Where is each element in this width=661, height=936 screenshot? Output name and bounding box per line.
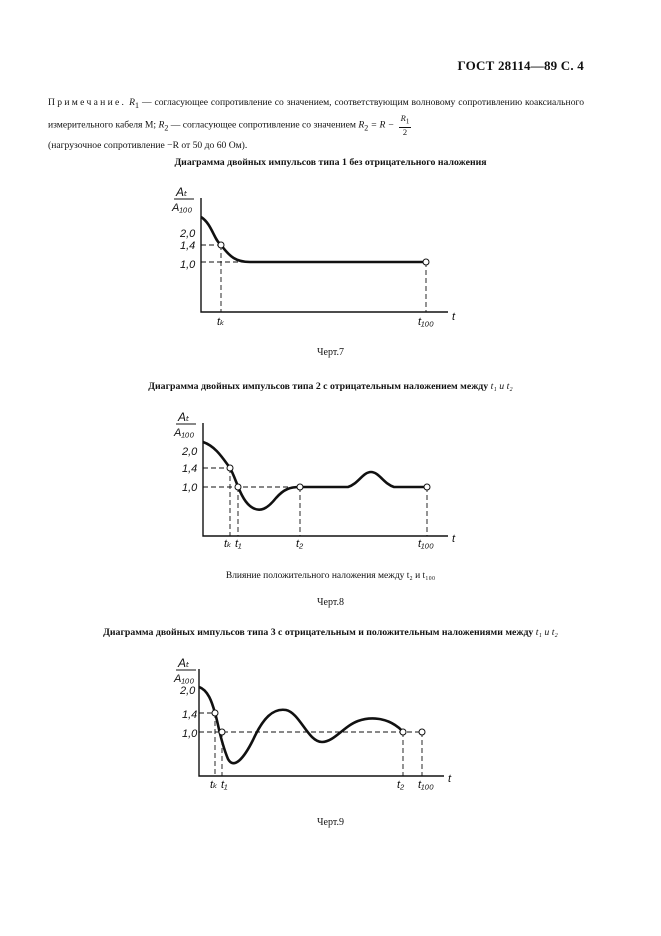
note-part2: — согласующее сопротивление со значением xyxy=(168,119,359,131)
d2-title-text: Диаграмма двойных импульсов типа 2 с отрицательным наложением между xyxy=(148,381,489,392)
d3-y-label-bottom: A₁₀₀ xyxy=(174,673,195,685)
d2-label-t1: t₁ xyxy=(235,538,242,550)
d3-title-t2: t₂ xyxy=(551,627,558,638)
d2-y-label-top: Aₜ xyxy=(178,410,190,424)
d3-label-t1: t₁ xyxy=(221,779,228,791)
d2-title-t1: t₁ xyxy=(490,381,497,392)
d3-title-t1: t₁ xyxy=(535,627,542,638)
note-label: Примечание. xyxy=(48,97,127,108)
d1-y-label-bottom: A₁₀₀ xyxy=(172,202,193,214)
diagram1-caption: Черт.7 xyxy=(317,347,344,358)
note-line3: (нагрузочное сопротивление −R от 50 до 60 Ом). xyxy=(48,139,248,151)
d1-y-label-top: Aₜ xyxy=(176,185,188,199)
d2-label-tk: tₖ xyxy=(224,538,232,550)
diagram2-caption: Черт.8 xyxy=(317,597,344,608)
d3-tick-14: 1,4 xyxy=(182,709,198,721)
d1-label-t100: t₁₀₀ xyxy=(418,316,434,328)
diagram1-title: Диаграмма двойных импульсов типа 1 без отрицательного наложения xyxy=(174,157,487,168)
d3-label-t: t xyxy=(448,773,452,785)
d2-label-t2: t₂ xyxy=(296,538,304,550)
d3-axes xyxy=(199,669,444,776)
d2-label-t: t xyxy=(452,533,456,545)
d3-label-t100: t₁₀₀ xyxy=(418,779,434,791)
r2-subscript: 2 xyxy=(164,123,169,133)
r1-subscript: 1 xyxy=(135,100,140,110)
d3-tick-20: 2,0 xyxy=(180,685,196,697)
r2-symbol: R xyxy=(158,119,165,131)
d3-curve xyxy=(199,687,403,763)
d3-label-t2: t₂ xyxy=(397,779,405,791)
d1-label-tk: tₖ xyxy=(217,316,225,328)
r2-symbol-eq: R xyxy=(358,119,365,131)
d1-label-t: t xyxy=(452,311,456,323)
d3-point-t100 xyxy=(419,729,425,735)
d3-title-conj: и xyxy=(544,627,550,638)
d2-tick-14: 1,4 xyxy=(182,463,198,475)
d2-y-label-bottom: A₁₀₀ xyxy=(174,427,195,439)
d2-title-conj: и xyxy=(499,381,505,392)
frac-num: R xyxy=(400,112,406,123)
d3-tick-10: 1,0 xyxy=(182,728,198,740)
d3-point-t1 xyxy=(219,729,225,735)
d1-tick-20: 2,0 xyxy=(180,228,196,240)
d1-tick-14: 1,4 xyxy=(180,240,196,252)
note-part1: — согласующее сопротивление со значением, соответствующим волновому сопротивлению коаксиального измерительного кабеля М; xyxy=(48,97,584,131)
d2-label-t100: t₁₀₀ xyxy=(418,538,434,550)
diagram3-caption: Черт.9 xyxy=(317,817,344,828)
d2-tick-10: 1,0 xyxy=(182,482,198,494)
d2-title-t2: t₂ xyxy=(506,381,513,392)
d2-tick-20: 2,0 xyxy=(182,446,198,458)
page-header: ГОСТ 28114—89 С. 4 xyxy=(457,58,584,73)
d1-tick-10: 1,0 xyxy=(180,259,196,271)
r1-symbol: R xyxy=(129,97,136,108)
d3-point-tk xyxy=(212,710,218,716)
d3-point-t2 xyxy=(400,729,406,735)
d3-y-label-top: Aₜ xyxy=(178,656,190,670)
frac-num-sub: 1 xyxy=(405,117,410,126)
frac-den: 2 xyxy=(402,126,408,137)
diagram2-subcaption: Влияние положительного наложения между t₂ и t₁₀₀ xyxy=(225,571,436,581)
r2-subscript-eq: 2 xyxy=(364,123,369,133)
d3-label-tk: tₖ xyxy=(210,779,218,791)
equation: = R − xyxy=(370,119,395,131)
d3-title-text: Диаграмма двойных импульсов типа 3 с отрицательным и положительным наложениями между xyxy=(103,627,534,638)
